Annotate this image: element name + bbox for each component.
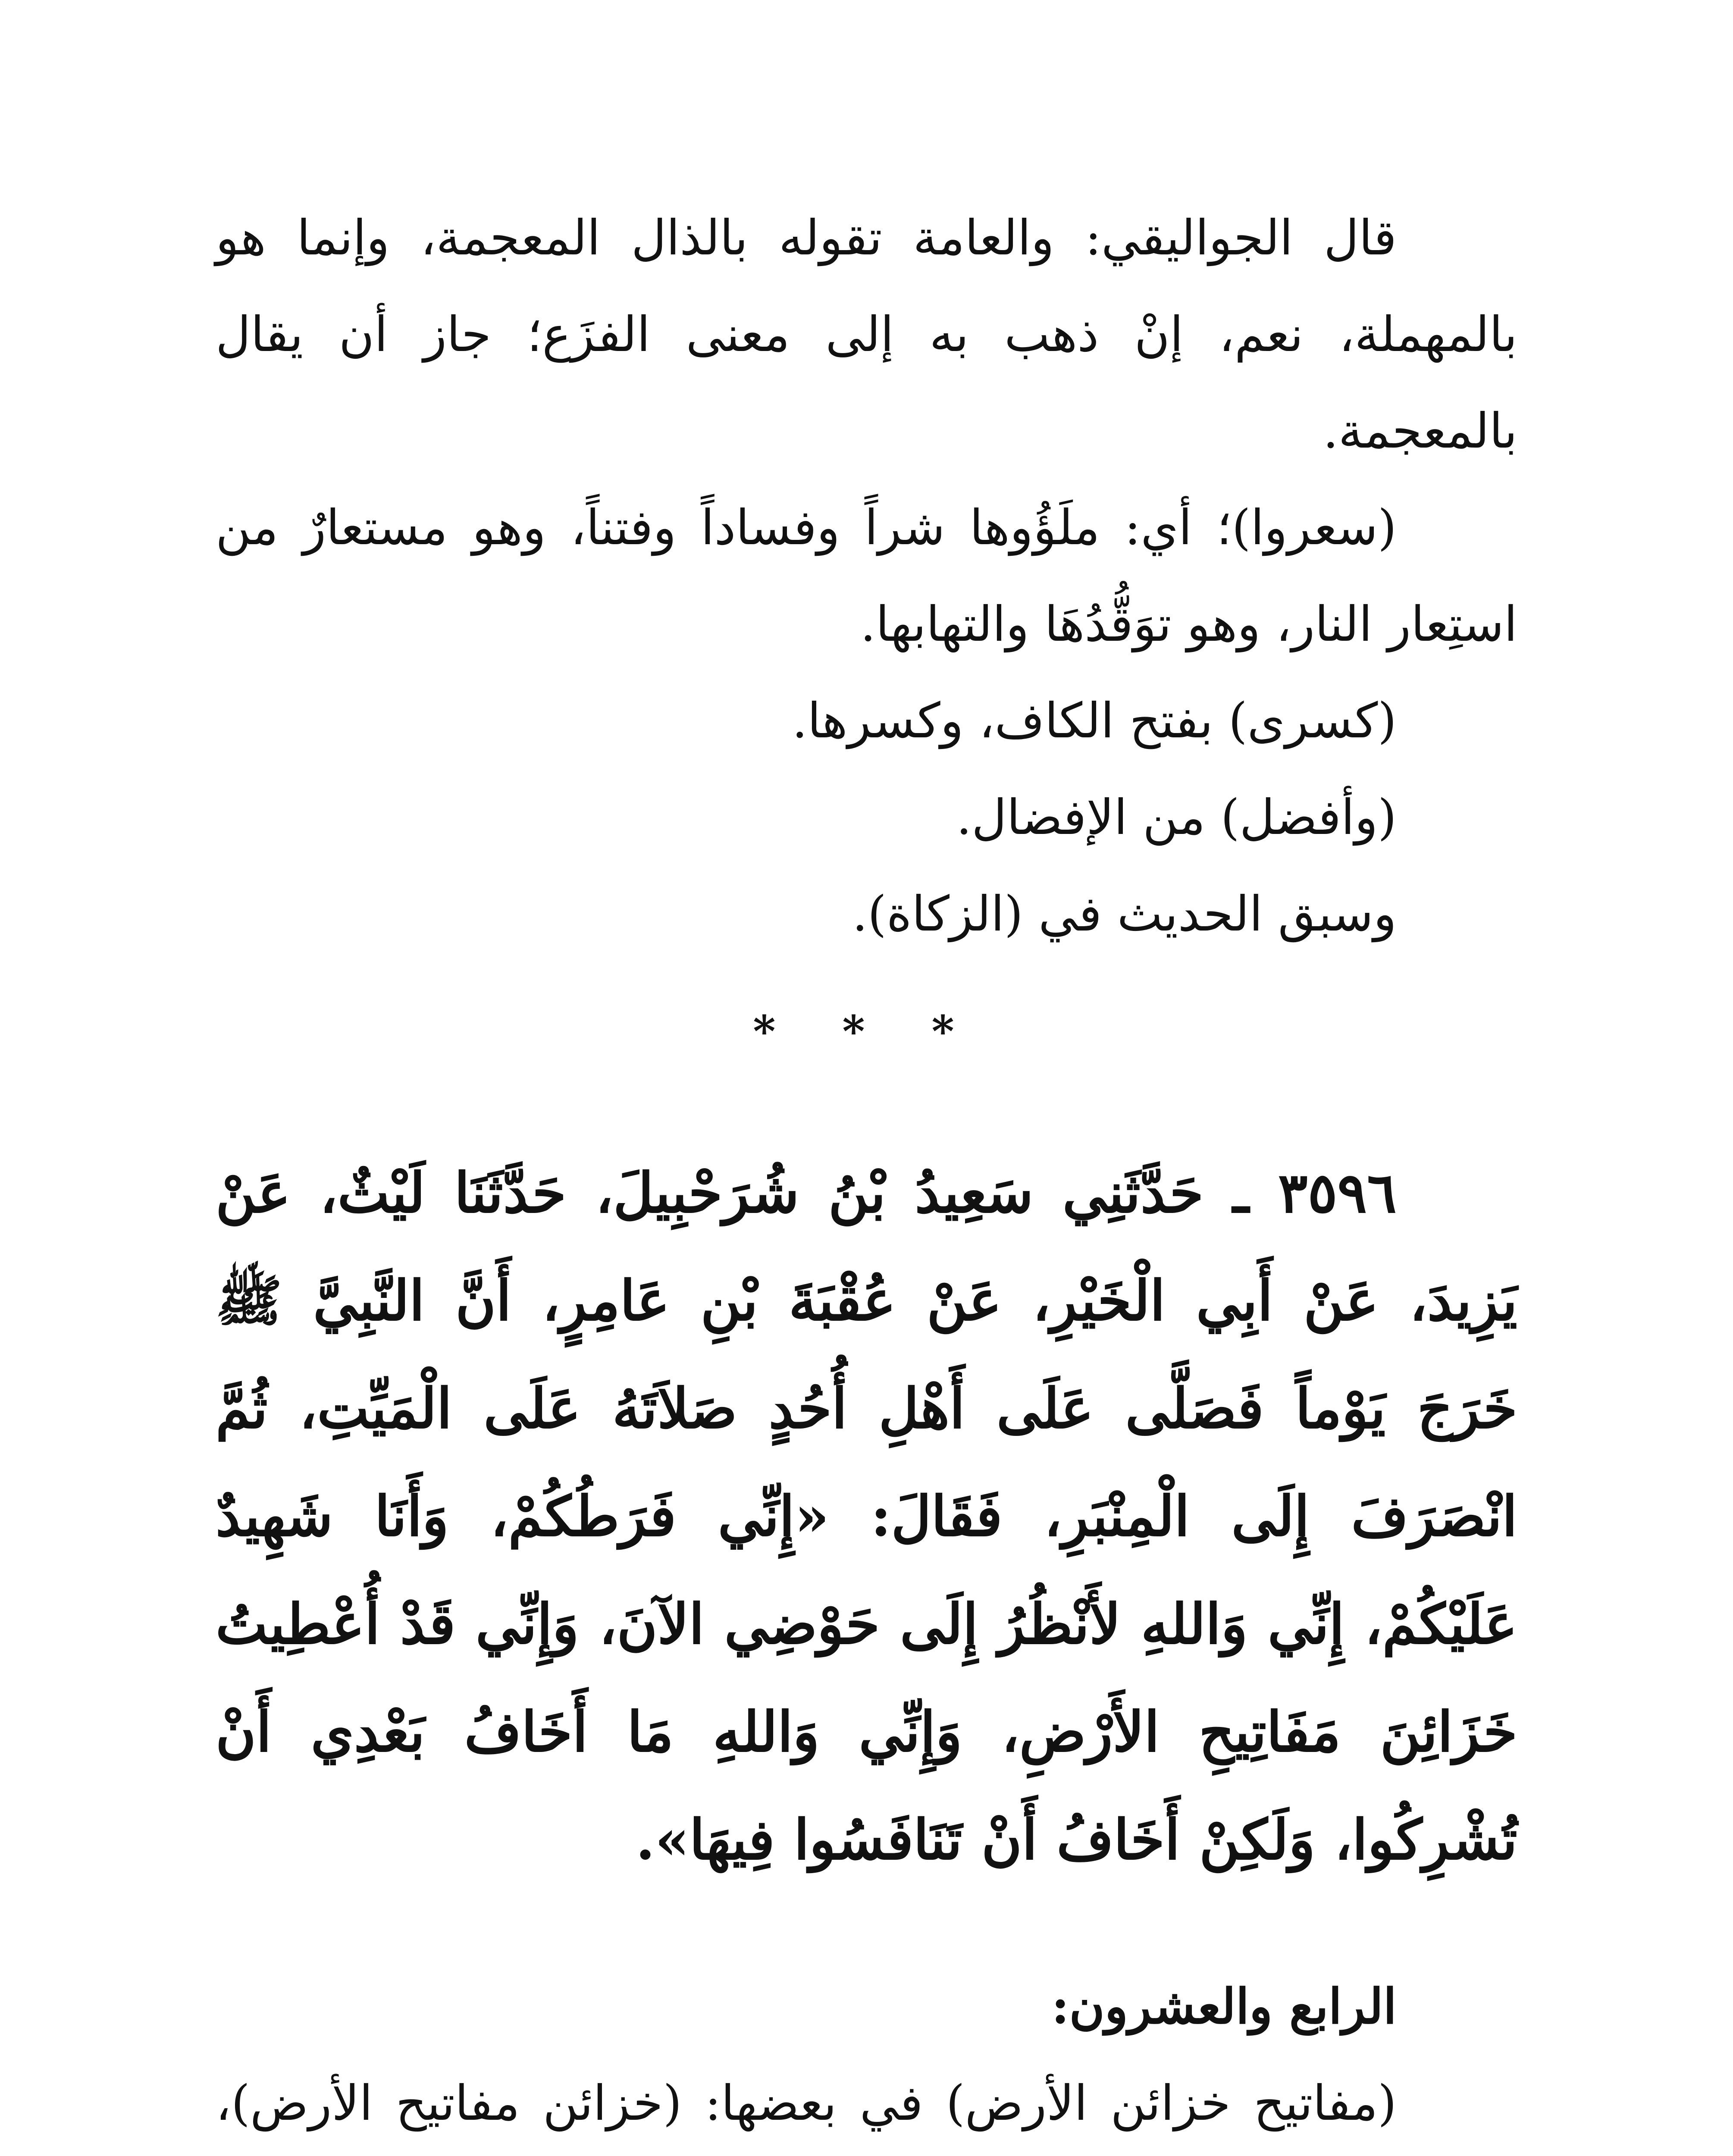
commentary-text: (سعروا)؛ أي: ملَؤُوها شراً وفساداً وفتناً، وهو مستعارٌ من استِعار النار، وهو توَقُّدُهَا والتهابها. — [216, 500, 1517, 652]
spacer — [216, 1075, 1517, 1139]
commentary-item: (كسرى) بفتح الكاف، وكسرها. — [792, 693, 1397, 749]
hadith-text: ٣٥٩٦ ـ حَدَّثَنِي سَعِيدُ بْنُ شُرَحْبِيلَ، حَدَّثَنَا لَيْثٌ، عَنْ يَزِيدَ، عَنْ أَبِي الْخَيْرِ، عَنْ عُقْبَةَ بْنِ عَامِرٍ، أَنَّ النَّبِيَّ ﷺ خَرَجَ يَوْماً فَصَلَّى عَلَى أَهْلِ أُحُدٍ صَلاَتَهُ عَلَى الْمَيِّتِ، ثُمَّ انْصَرَفَ إِلَى الْمِنْبَرِ، فَقَالَ: «إِنِّي فَرَطُكُمْ، وَأَنَا شَهِيدٌ عَلَيْكُمْ، إِنِّي وَاللهِ لأَنْظُرُ إِلَى حَوْضِي الآنَ، وَإِنِّي قَدْ أُعْطِيتُ خَزَائِنَ مَفَاتِيحِ الأَرْضِ، وَإِنِّي وَاللهِ مَا أَخَافُ بَعْدِي أَنْ تُشْرِكُوا، وَلَكِنْ أَخَافُ أَنْ تَنَافَسُوا فِيهَا». — [216, 1161, 1518, 1872]
page-content — [216, 190, 1517, 2156]
commentary-paragraph: (مفاتيح خزائن الأرض) في بعضها: (خزائن مفاتيح الأرض)، — [216, 2075, 1397, 2131]
spacer — [216, 962, 1517, 988]
commentary-paragraph: قال الجواليقي: والعامة تقوله بالذال المعجمة، وإنما هو بالمهملة، نعم، إنْ ذهب به إلى معنى الفزَع؛ جاز أن يقال بالمعجمة. — [216, 210, 1517, 459]
section-separator: * * * — [753, 1006, 980, 1057]
commentary-paragraph — [216, 479, 1517, 673]
section-heading: الرابع والعشرون: — [1051, 1978, 1397, 2035]
spacer — [216, 1894, 1517, 1959]
commentary-item: (وأفضل) من الإفضال. — [956, 790, 1397, 846]
commentary-item: وسبق الحديث في (الزكاة). — [852, 886, 1397, 942]
